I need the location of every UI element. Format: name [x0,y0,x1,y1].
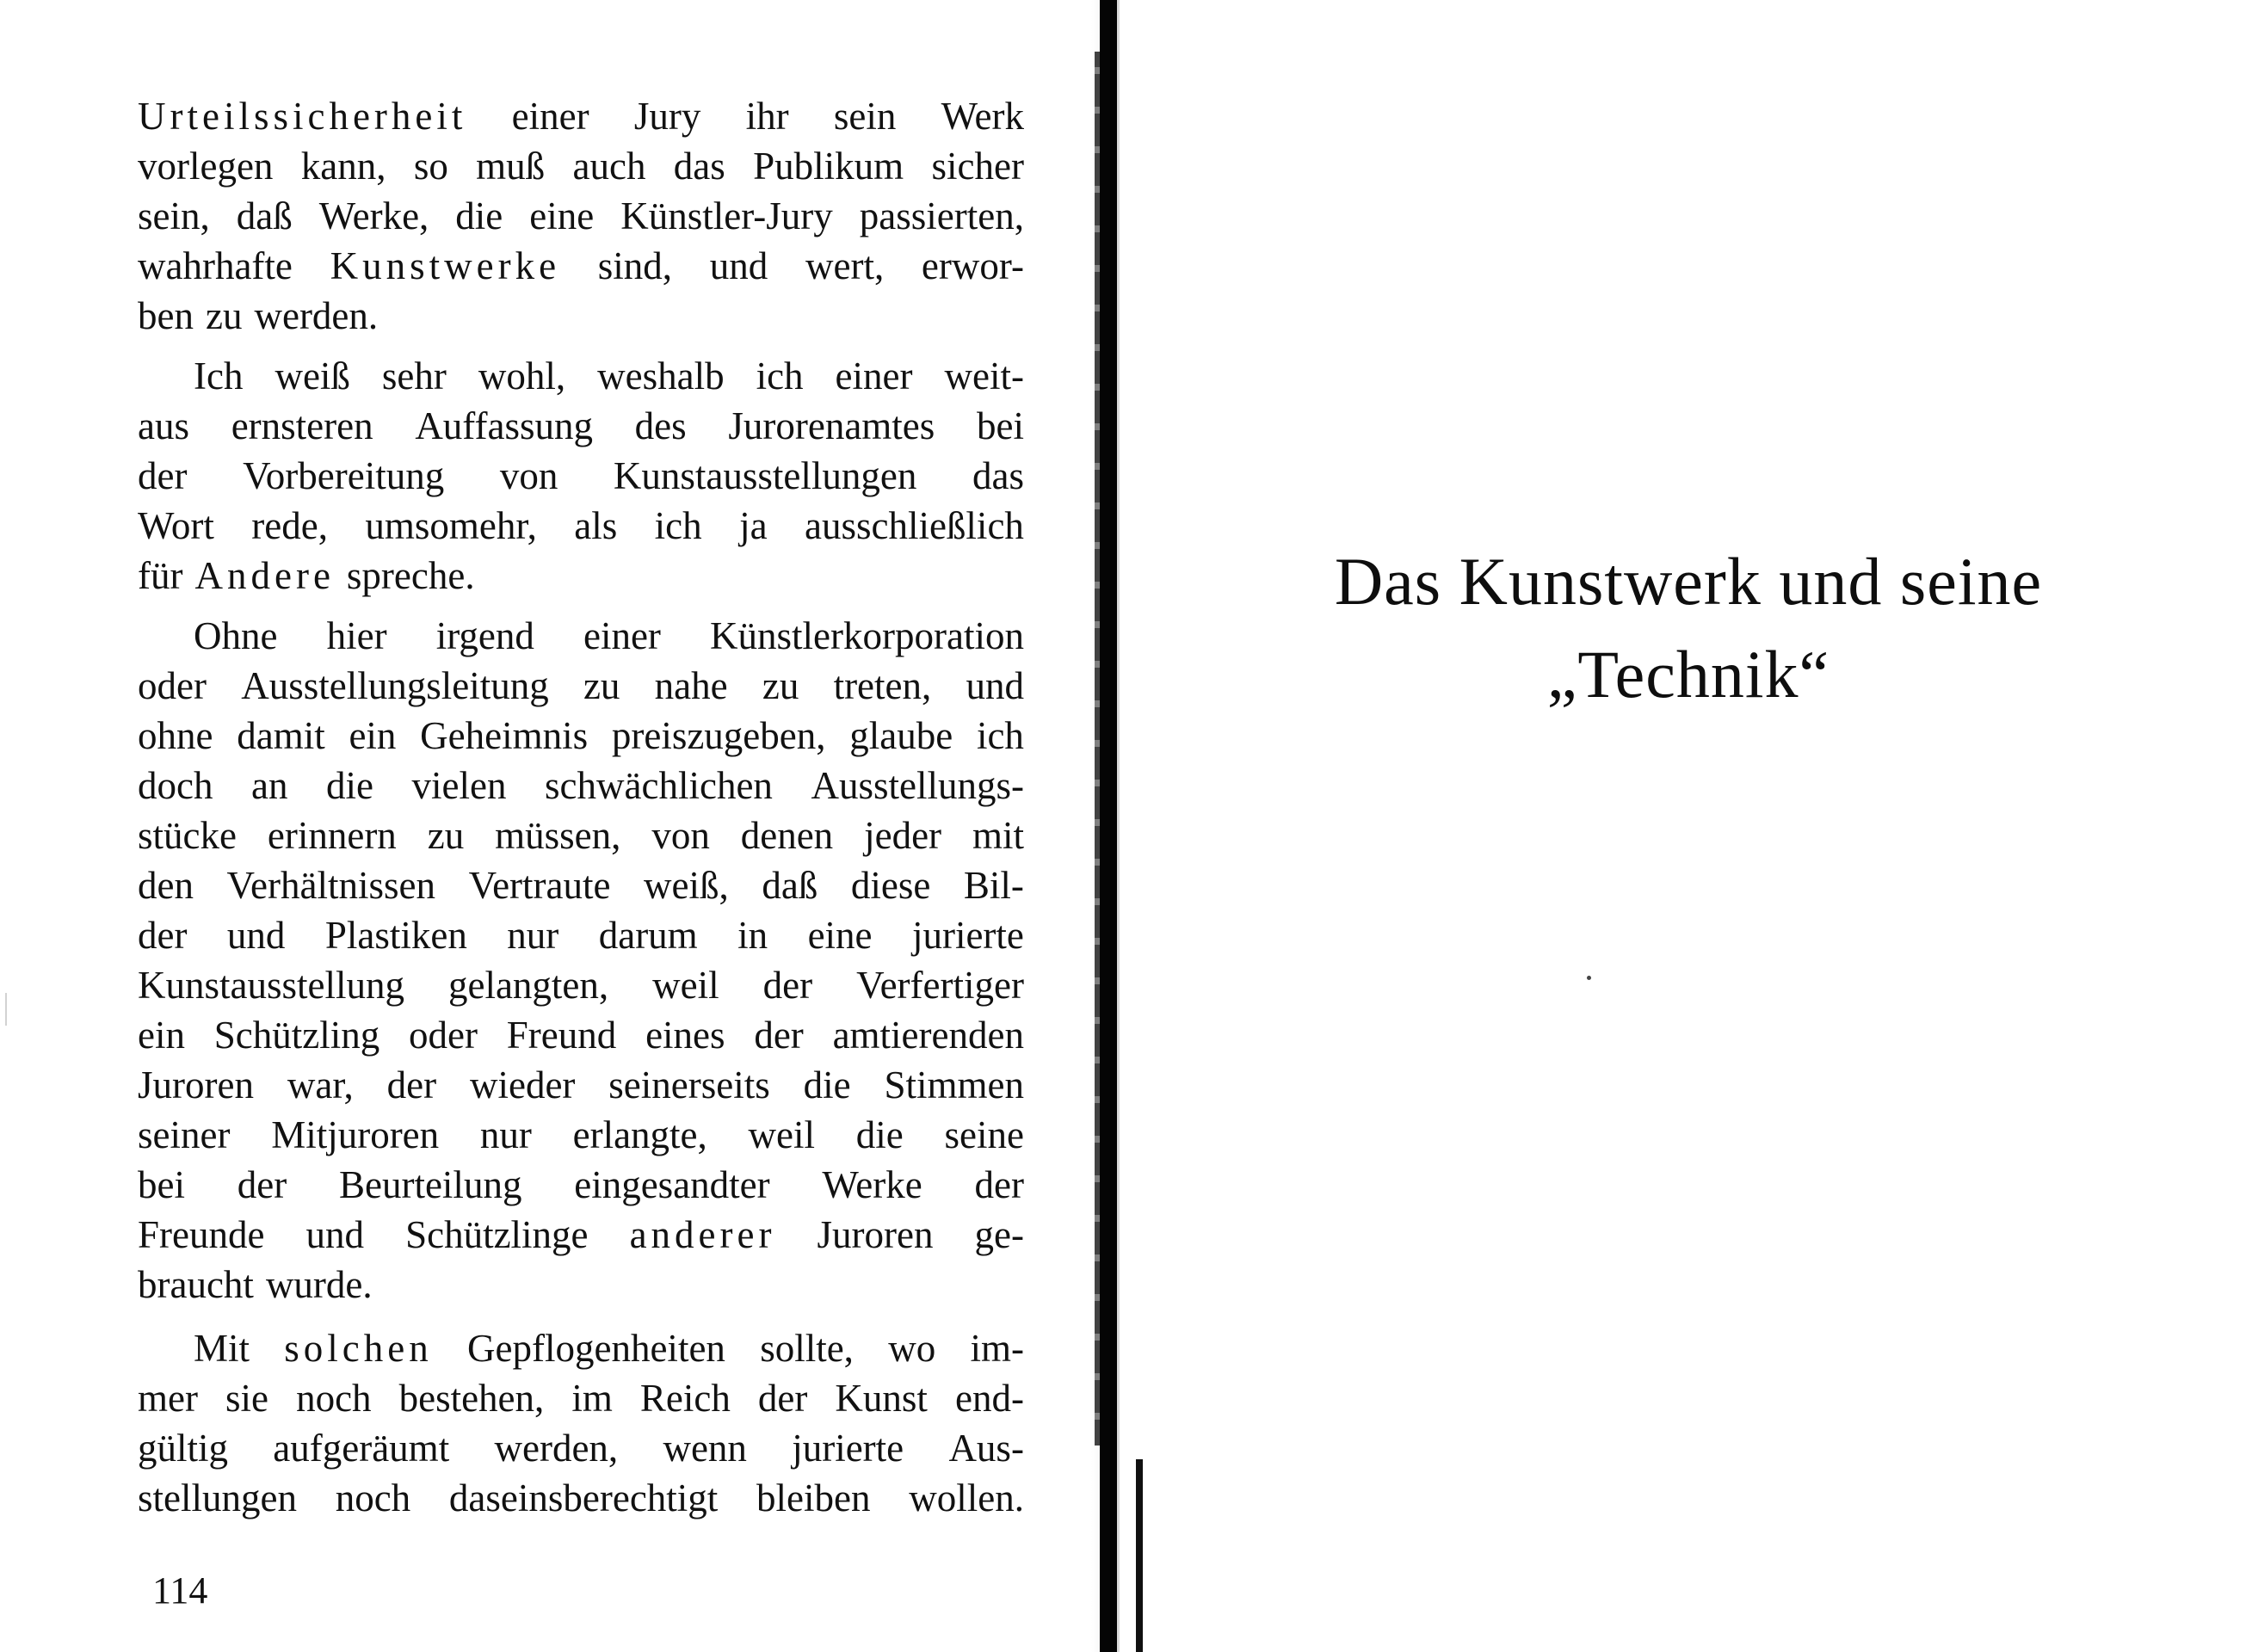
word: und [226,914,286,957]
word: Juroren [138,1063,254,1106]
word: und [709,244,768,287]
word: vielen [411,764,507,807]
word: Aus- [948,1427,1024,1470]
word: daß [236,194,293,237]
word: der [762,964,813,1007]
word: ein [349,714,397,757]
word: gültig [138,1427,229,1470]
word: Mitjuroren [271,1113,440,1156]
word: weit- [944,354,1024,398]
word: sie [225,1377,269,1420]
paragraph [138,351,1024,601]
word: seinerseits [608,1063,770,1106]
word: Künstlerkorporation [710,614,1024,657]
word: Vertraute [468,864,611,907]
word: Schützling [213,1014,380,1057]
word: Ohne [194,614,278,657]
word: im- [970,1327,1024,1370]
word: erinnern [267,814,397,857]
right-page [1122,0,2246,1652]
word: weil [748,1113,816,1156]
word: Schützlinge [405,1213,589,1256]
word: die [803,1063,851,1106]
word: Kunst [835,1377,928,1420]
word: ge- [974,1213,1024,1256]
word: ben [138,294,194,337]
word: umsomehr, [365,504,537,547]
word: oder [138,664,207,707]
word: aufgeräumt [273,1427,450,1470]
word: sicher [931,145,1024,188]
word: so [413,145,448,188]
word: ja [739,504,768,547]
text-line [138,1323,1024,1373]
text-line [138,551,1024,601]
word: vorlegen [138,145,274,188]
word: werden, [494,1427,619,1470]
word: aus [138,404,189,447]
paragraph [138,1323,1024,1523]
page-edge-mark [5,993,7,1026]
word: und [966,664,1024,707]
word: sein [833,95,897,138]
word: war, [287,1063,354,1106]
word: Werk [941,95,1024,138]
text-line [138,1010,1024,1060]
word: Wort [138,504,214,547]
word: der [754,1014,804,1057]
word: denen [740,814,834,857]
word: Publikum [753,145,904,188]
word: bei [138,1163,185,1206]
word: von [651,814,710,857]
text-line [138,351,1024,401]
word: mit [972,814,1024,857]
word: ich [756,354,804,398]
word: kann, [300,145,386,188]
chapter-title [1301,535,2076,721]
text-line [138,91,1024,141]
paragraph-gap [138,1310,1024,1323]
word: der [757,1377,808,1420]
word: erwor- [921,244,1024,287]
word: die [326,764,374,807]
text-line [138,241,1024,291]
word: stücke [138,814,237,857]
word: Geheimnis [420,714,589,757]
word: bleiben [756,1476,871,1519]
chapter-title-line-2: „Technik“ [1546,637,1830,712]
word: eine [807,914,873,957]
text-line [138,1060,1024,1110]
word: das [673,145,725,188]
word: und [305,1213,365,1256]
word: Ich [194,354,244,398]
word: braucht [138,1263,254,1306]
word: eines [645,1014,725,1057]
left-page [0,0,1110,1652]
word: Auffassung [415,404,593,447]
word: den [138,864,194,907]
word: sollte, [760,1327,854,1370]
word: schwächlichen [545,764,773,807]
word: wahrhafte [138,244,293,287]
word: einer [511,95,589,138]
word: nur [479,1113,532,1156]
chapter-title-line-1: Das Kunstwerk und seine [1334,544,2043,619]
word: zu [583,664,620,707]
word: hier [326,614,387,657]
word: Ausstellungsleitung [241,664,549,707]
word: preiszugeben, [611,714,826,757]
word: mer [138,1377,198,1420]
text-line [138,1260,1024,1310]
word: Verfertiger [856,964,1024,1007]
word: ohne [138,714,213,757]
word: ernsteren [231,404,373,447]
word: amtierenden [832,1014,1024,1057]
word: als [574,504,618,547]
word: für [138,554,183,597]
word: rede, [251,504,328,547]
word: oder [409,1014,478,1057]
paragraph-gap [138,601,1024,611]
book-spine [1100,0,1117,1652]
word: weiß [275,354,350,398]
word: auch [572,145,646,188]
word: end- [954,1377,1024,1420]
word: weil [652,964,719,1007]
word: Verhältnissen [226,864,435,907]
word: der [138,454,188,497]
word: ihr [745,95,789,138]
word: solchen [284,1327,433,1370]
word: des [634,404,687,447]
paragraph-gap [138,341,1024,351]
word: sein, [138,194,210,237]
word: ich [654,504,702,547]
text-line [138,1473,1024,1523]
word: Werke, [318,194,429,237]
text-line [138,960,1024,1010]
word: die [455,194,503,237]
word: wo [888,1327,936,1370]
text-line [138,401,1024,451]
word: der [974,1163,1024,1206]
word: an [251,764,288,807]
word: Freunde [138,1213,265,1256]
word: jurierte [792,1427,904,1470]
word: passierten, [859,194,1024,237]
word: Bil- [963,864,1024,907]
word: damit [237,714,325,757]
word: bei [977,404,1024,447]
word: Ausstellungs- [811,764,1024,807]
word: in [737,914,768,957]
word: nur [507,914,559,957]
word: Plastiken [324,914,467,957]
word: diese [850,864,931,907]
word: weshalb [597,354,725,398]
word: irgend [435,614,534,657]
word: doch [138,764,213,807]
text-line [138,141,1024,191]
word: wohl, [478,354,566,398]
body-text [138,91,1024,1523]
text-line [138,611,1024,661]
word: seine [944,1113,1024,1156]
word: ein [138,1014,185,1057]
word: zu [762,664,799,707]
word: nahe [654,664,728,707]
text-line [138,1210,1024,1260]
text-line [138,501,1024,551]
word: muß [476,145,546,188]
text-line [138,761,1024,811]
word: der [237,1163,287,1206]
paper-speck [1587,976,1591,980]
word: Künstler-Jury [620,194,833,237]
text-line [138,910,1024,960]
word: darum [598,914,698,957]
word: daß [762,864,818,907]
word: wert, [805,244,885,287]
word: bestehen, [398,1377,545,1420]
text-line [138,1110,1024,1160]
word: gelangten, [447,964,609,1007]
word: einer [583,614,661,657]
word: von [499,454,558,497]
word: das [972,454,1024,497]
text-line [138,1160,1024,1210]
word: sehr [381,354,447,398]
word: Beurteilung [338,1163,522,1206]
page-number: 114 [152,1569,208,1612]
text-line [138,291,1024,341]
paragraph [138,91,1024,341]
word: Kunstwerke [330,244,561,287]
word: ausschließlich [804,504,1024,547]
word: wurde. [265,1263,373,1306]
word: der [138,914,188,957]
word: wollen. [909,1476,1024,1519]
word: die [855,1113,904,1156]
word: erlangte, [572,1113,707,1156]
word: treten, [833,664,932,707]
word: Kunstausstellung [138,964,404,1007]
word: eingesandter [574,1163,770,1206]
word: seiner [138,1113,231,1156]
word: müssen, [495,814,621,857]
word: Urteilssicherheit [138,95,467,138]
word: wieder [469,1063,576,1106]
word: Juroren [817,1213,934,1256]
word: weiß, [644,864,729,907]
text-line [138,860,1024,910]
word: einer [835,354,913,398]
word: eine [529,194,595,237]
word: noch [296,1377,372,1420]
text-line [138,191,1024,241]
word: stellungen [138,1476,297,1519]
word: jurierte [911,914,1024,957]
word: Mit [194,1327,250,1370]
word: zu [205,294,243,337]
word: im [571,1377,613,1420]
word: Gepflogenheiten [467,1327,725,1370]
word: wenn [663,1427,747,1470]
word: Kunstausstellungen [613,454,917,497]
word: Reich [639,1377,731,1420]
text-line [138,811,1024,860]
word: Vorbereitung [243,454,445,497]
word: Jurorenamtes [728,404,935,447]
text-line [138,1373,1024,1423]
word: Andere [194,554,335,597]
paragraph [138,611,1024,1310]
word: Jury [633,95,701,138]
word: anderer [629,1213,776,1256]
word: ich [976,714,1024,757]
word: zu [427,814,465,857]
word: werden. [254,294,379,337]
word: glaube [849,714,953,757]
text-line [138,711,1024,761]
word: Stimmen [884,1063,1024,1106]
word: spreche. [346,554,475,597]
word: noch [335,1476,411,1519]
text-line [138,451,1024,501]
text-line [138,661,1024,711]
word: der [386,1063,437,1106]
word: jeder [864,814,942,857]
text-line [138,1423,1024,1473]
word: Werke [822,1163,922,1206]
word: daseinsberechtigt [448,1476,719,1519]
word: Freund [506,1014,617,1057]
word: sind, [597,244,673,287]
